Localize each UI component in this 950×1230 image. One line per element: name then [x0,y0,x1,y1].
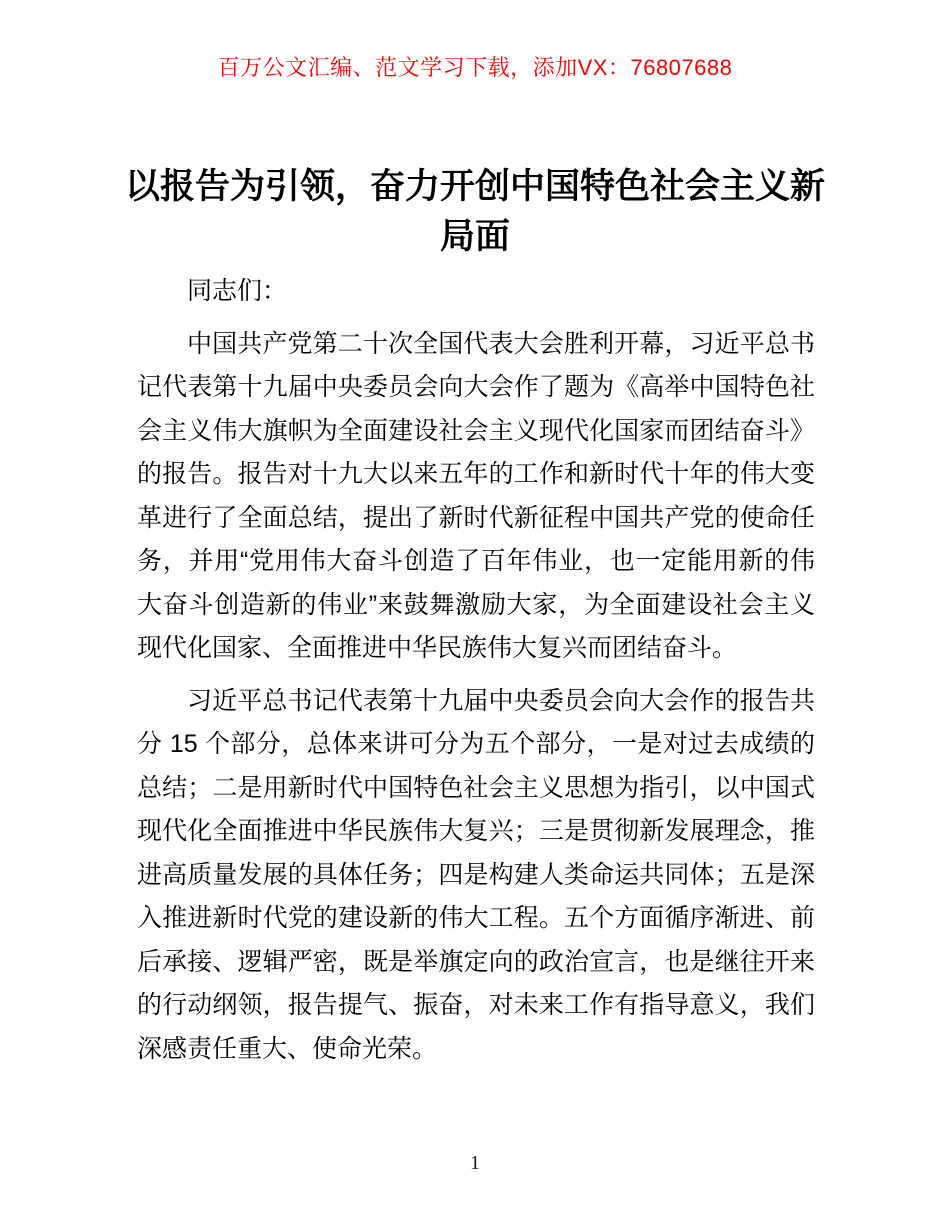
page-number: 1 [470,1152,480,1174]
document-body [137,270,815,1080]
promo-header-text: 百万公文汇编、范文学习下载，添加VX：76807688 [217,55,733,80]
paragraph-salutation: 同志们： [187,277,288,305]
paragraph-report-structure: 习近平总书记代表第十九届中央委员会向大会作的报告共分 15 个部分，总体来讲可分为五个部分，一是对过去成绩的总结；二是用新时代中国特色社会主义思想为指引，以中国式现代化全面推进中华民族伟大复兴；三是贯彻新发展理念，推进高质量发展的具体任务；四是构建人类命运共同体；五是深入推进新时代党的建设新的伟大工程。五个方面循序渐进、前后承接、逻辑严密，既是举旗定向的政治宣言，也是继往开来的行动纲领，报告提气、振奋，对未来工作有指导意义，我们深感责任重大、使命光荣。 [137,686,815,1063]
document-title: 以报告为引领，奋力开创中国特色社会主义新局面 [124,167,825,256]
paragraph-report-overview: 中国共产党第二十次全国代表大会胜利开幕，习近平总书记代表第十九届中央委员会向大会作了题为《高举中国特色社会主义伟大旗帜为全面建设社会主义现代化国家而团结奋斗》的报告。报告对十九大以来五年的工作和新时代十年的伟大变革进行了全面总结，提出了新时代新征程中国共产党的使命任务，并用“党用伟大奋斗创造了百年伟业，也一定能用新的伟大奋斗创造新的伟业”来鼓舞激励大家，为全面建设社会主义现代化国家、全面推进中华民族伟大复兴而团结奋斗。 [137,329,815,662]
